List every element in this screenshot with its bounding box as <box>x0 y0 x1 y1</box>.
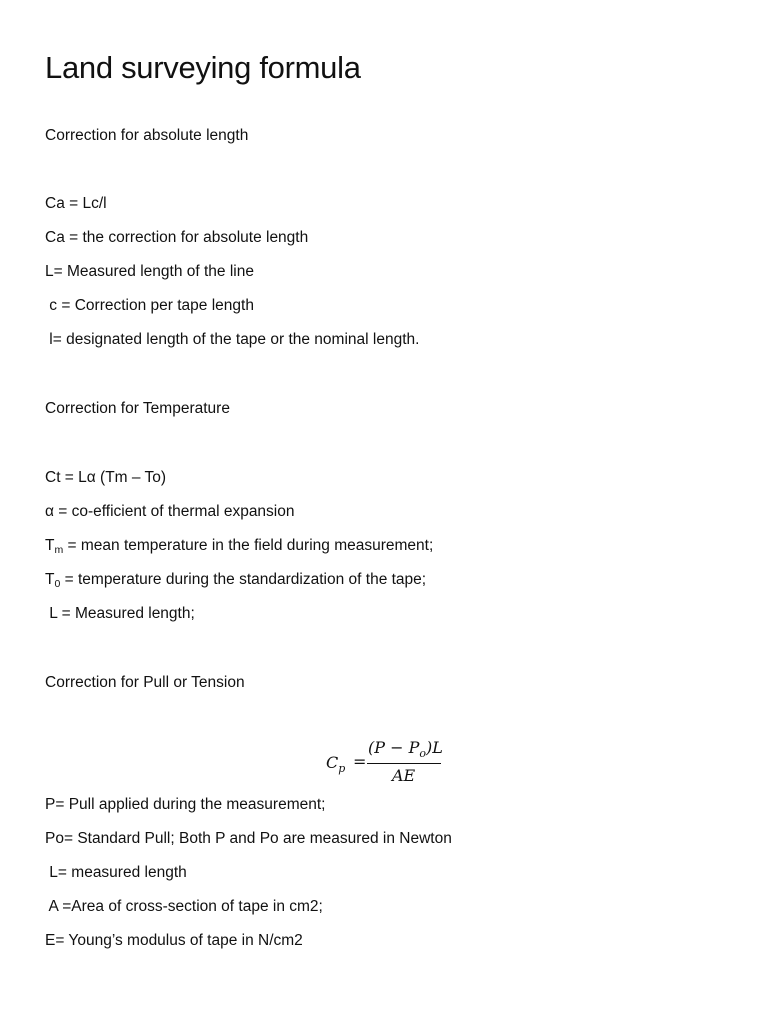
definition-p: P= Pull applied during the measurement; <box>45 796 326 813</box>
definition-t0 <box>45 570 426 594</box>
definition-tm <box>45 536 433 560</box>
numerator-subscript: o <box>419 747 426 760</box>
equation-denominator: AE <box>392 766 416 785</box>
definition-l-measured: L= measured length <box>45 864 187 881</box>
formula-temperature: Ct = Lα (Tm – To) <box>45 469 167 486</box>
equation-equals: = <box>353 752 367 771</box>
equation-numerator <box>368 738 443 760</box>
definition-measured-length: L = Measured length; <box>45 605 195 622</box>
t0-subscript: 0 <box>54 578 61 590</box>
t0-symbol: T <box>45 571 55 588</box>
pull-correction-equation <box>326 738 446 788</box>
definition-c: c = Correction per tape length <box>45 297 254 314</box>
definition-ca: Ca = the correction for absolute length <box>45 229 309 246</box>
page-title: Land surveying formula <box>45 50 361 85</box>
equation-lhs <box>326 753 345 775</box>
section-heading-temperature: Correction for Temperature <box>45 400 230 417</box>
numerator-close: )L <box>425 738 443 757</box>
definition-alpha: α = co-efficient of thermal expansion <box>45 503 295 520</box>
fraction-bar <box>367 763 441 764</box>
numerator-open: (P − P <box>368 738 420 757</box>
tm-symbol: T <box>45 537 55 554</box>
definition-youngs-modulus: E= Young’s modulus of tape in N/cm2 <box>45 932 303 949</box>
equation-lhs-symbol: C <box>326 753 339 772</box>
t0-text: = temperature during the standardization of the tape; <box>60 571 427 588</box>
formula-absolute-length: Ca = Lc/l <box>45 195 107 212</box>
section-heading-absolute-length: Correction for absolute length <box>45 127 249 144</box>
section-heading-pull: Correction for Pull or Tension <box>45 674 245 691</box>
definition-area: A =Area of cross-section of tape in cm2; <box>45 898 323 915</box>
definition-po: Po= Standard Pull; Both P and Po are measured in Newton <box>45 830 452 847</box>
equation-lhs-subscript: p <box>338 762 346 775</box>
tm-subscript: m <box>54 544 64 556</box>
tm-text: = mean temperature in the field during measurement; <box>63 537 434 554</box>
definition-nominal-length: l= designated length of the tape or the nominal length. <box>45 331 420 348</box>
definition-l: L= Measured length of the line <box>45 263 254 280</box>
